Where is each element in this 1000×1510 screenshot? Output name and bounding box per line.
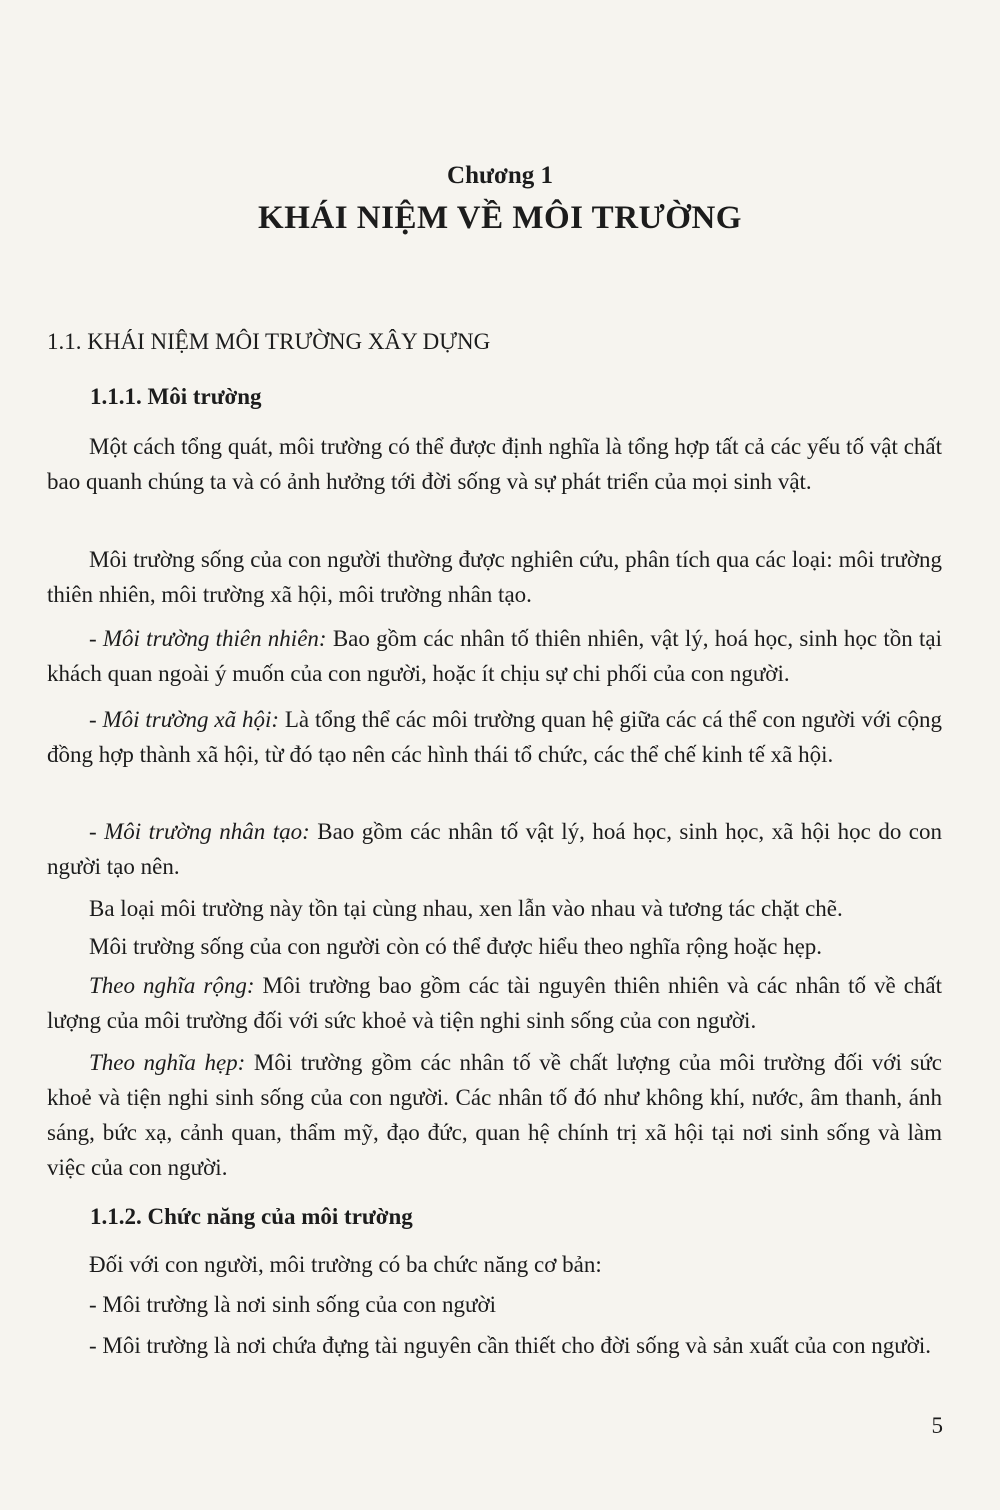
paragraph-artificial-environment: [47, 814, 942, 884]
artificial-text: Bao gồm các nhân tố vật lý, hoá học, sinh học, xã hội học do con người tạo nên.: [47, 819, 942, 879]
paragraph-broad-narrow: [47, 929, 942, 964]
paragraph-narrow-sense: [47, 1045, 942, 1185]
paragraph-broad-narrow-text: Môi trường sống của con người còn có thể được hiểu theo nghĩa rộng hoặc hẹp.: [89, 934, 823, 959]
paragraph-types: [47, 542, 942, 612]
subsection-heading-functions: 1.1.2. Chức năng của môi trường: [90, 1204, 413, 1229]
functions-intro: Đối với con người, môi trường có ba chức năng cơ bản:: [89, 1252, 602, 1277]
term-narrow: Theo nghĩa hẹp:: [89, 1050, 246, 1075]
chapter-label: Chương 1: [447, 162, 553, 189]
function-item-1: - Môi trường là nơi sinh sống của con người: [89, 1292, 497, 1317]
natural-text: Bao gồm các nhân tố thiên nhiên, vật lý, hoá học, sinh học tồn tại khách quan ngoài ý muốn của con người, hoặc ít chịu sự chi phối của con người.: [47, 626, 942, 686]
narrow-text: Môi trường gồm các nhân tố về chất lượng của môi trường đối với sức khoẻ và tiện nghi sinh sống của con người. Các nhân tố đó như không khí, nước, âm thanh, ánh sáng, bức xạ, cảnh quan, thẩm mỹ, đạo đức, quan hệ chính trị xã hội tại nơi sinh sống và làm việc của con người.: [47, 1050, 942, 1180]
chapter-title: KHÁI NIỆM VỀ MÔI TRƯỜNG: [258, 200, 742, 236]
paragraph-coexist-text: Ba loại môi trường này tồn tại cùng nhau, xen lẫn vào nhau và tương tác chặt chẽ.: [89, 896, 843, 921]
social-text: Là tổng thể các môi trường quan hệ giữa các cá thể con người với cộng đồng hợp thành xã hội, từ đó tạo nên các hình thái tổ chức, các thể chế kinh tế xã hội.: [47, 707, 942, 767]
paragraph-natural-environment: [47, 621, 942, 691]
term-broad: Theo nghĩa rộng:: [89, 973, 255, 998]
broad-text: Môi trường bao gồm các tài nguyên thiên nhiên và các nhân tố về chất lượng của môi trường đối với sức khoẻ và tiện nghi sinh sống của con người.: [47, 973, 943, 1033]
paragraph-broad-sense: [47, 968, 942, 1038]
term-natural: - Môi trường thiên nhiên:: [89, 626, 327, 651]
paragraph-definition-text: Một cách tổng quát, môi trường có thể được định nghĩa là tổng hợp tất cả các yếu tố vật chất bao quanh chúng ta và có ảnh hưởng tới đời sống và sự phát triển của mọi sinh vật.: [47, 434, 942, 494]
paragraph-types-text: Môi trường sống của con người thường được nghiên cứu, phân tích qua các loại: môi trường thiên nhiên, môi trường xã hội, môi trường nhân tạo.: [47, 547, 942, 607]
function-item-2-text: - Môi trường là nơi chứa đựng tài nguyên cần thiết cho đời sống và sản xuất của con người.: [89, 1333, 931, 1358]
paragraph-definition: [47, 429, 942, 499]
term-social: - Môi trường xã hội:: [89, 707, 280, 732]
subsection-heading-environment: 1.1.1. Môi trường: [90, 384, 262, 409]
paragraph-social-environment: [47, 702, 942, 772]
paragraph-coexist: [47, 891, 942, 926]
term-artificial: - Môi trường nhân tạo:: [89, 819, 310, 844]
page-number: 5: [931, 1413, 943, 1438]
function-item-2: [47, 1328, 942, 1363]
section-heading: 1.1. KHÁI NIỆM MÔI TRƯỜNG XÂY DỰNG: [47, 329, 491, 354]
